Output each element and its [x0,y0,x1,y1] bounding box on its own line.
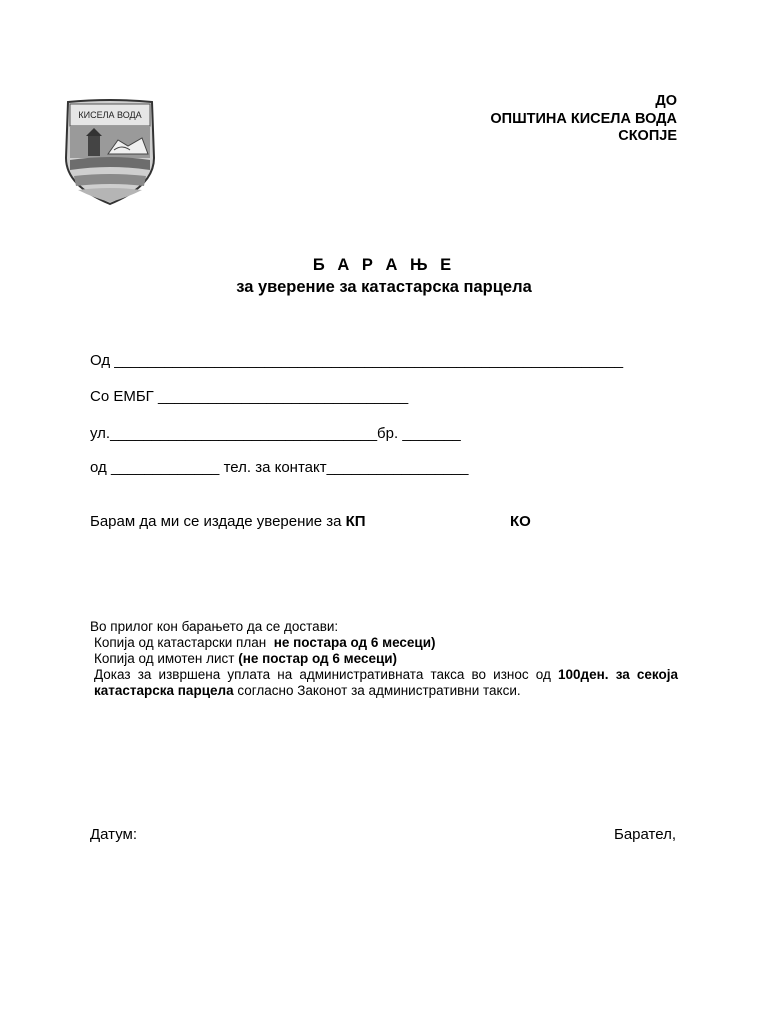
street-blank: ________________________________ [110,425,378,442]
municipality-crest [62,98,158,206]
attachment-item [90,667,678,699]
applicant-label: Барател, [613,826,676,843]
embg-label: Со ЕМБГ [90,388,154,405]
phone-label: тел. за контакт [223,459,327,476]
document-title: Б А Р А Њ Е [312,256,456,274]
attachment-item3-tail: согласно Законот за административни такси. [237,683,521,698]
embg-blank: ______________________________ [157,388,409,405]
form-embg-line [90,388,408,405]
crest-text: КИСЕЛА ВОДА [78,110,142,120]
attachment-item3-text: Доказ за извршена уплата на административната такса во износ од [94,667,551,682]
street-label: ул. [90,425,111,442]
number-label: бр. [377,425,399,442]
addressee-city: СКОПЈЕ [618,128,677,144]
crest-icon [62,98,158,206]
attachment-item2-text: Копија од имотен лист [94,651,235,666]
city-label: од [90,459,107,476]
form-street-line [90,425,461,442]
request-line [90,513,366,530]
request-kp: КП [345,513,366,530]
attachments-block [90,619,678,699]
addressee-to: ДО [655,93,677,109]
from-blank: _____________________________________________________________ [114,352,624,369]
addressee-municipality: ОПШТИНА КИСЕЛА ВОДА [490,110,677,127]
form-from-line [90,352,623,369]
attachment-item3-bold: 100ден. за секоја катастарска парцела [94,667,678,698]
request-text: Барам да ми се издаде уверение за [90,513,342,530]
document-subtitle: за уверение за катастарска парцела [236,278,532,296]
addressee-block [490,93,677,146]
city-blank: _____________ [110,459,220,476]
request-ko: КО [510,513,531,530]
date-label: Датум: [90,826,138,843]
attachment-item [90,635,678,651]
attachment-item [90,651,678,667]
attachment-item1-text: Копија од катастарски план [94,635,267,650]
number-blank: _______ [402,425,461,442]
phone-blank: _________________ [326,459,469,476]
form-city-phone-line [90,459,468,476]
attachment-item2-bold: (не постар од 6 месеци) [238,651,398,666]
attachments-intro: Во прилог кон барањето да се достави: [90,619,339,634]
from-label: Од [90,352,111,369]
attachment-item1-bold: не постара од 6 месеци) [273,635,436,650]
